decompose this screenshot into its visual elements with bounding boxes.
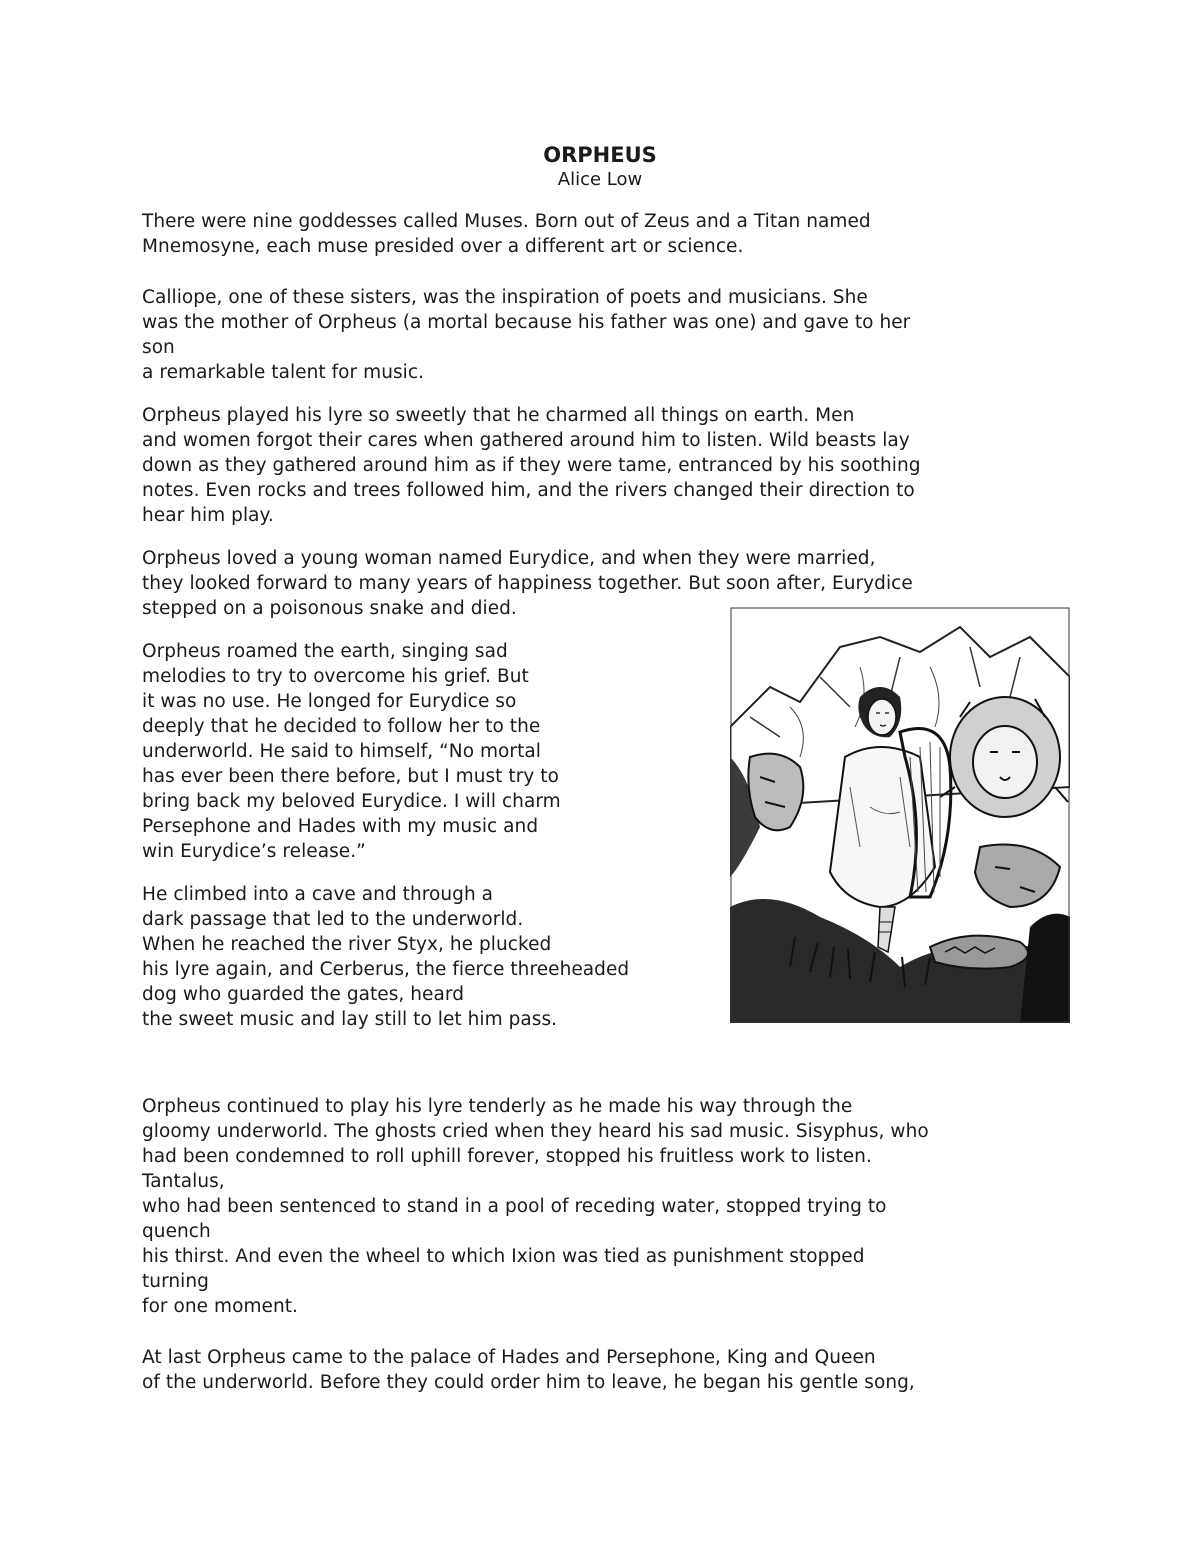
orpheus-illustration [730, 607, 1070, 1023]
text-line: it was no use. He longed for Eurydice so [142, 691, 517, 712]
text-line: win Eurydice’s release.” [142, 841, 366, 862]
text-line: Mnemosyne, each muse presided over a different art or science. [142, 236, 744, 257]
text-line: Orpheus loved a young woman named Eurydice, and when they were married, [142, 548, 876, 569]
text-line: dark passage that led to the underworld. [142, 909, 524, 930]
text-line: When he reached the river Styx, he plucked [142, 934, 552, 955]
text-line: He climbed into a cave and through a [142, 884, 494, 905]
text-line: Calliope, one of these sisters, was the inspiration of poets and musicians. She [142, 287, 868, 308]
text-line: Orpheus roamed the earth, singing sad [142, 641, 508, 662]
document-author: Alice Low [557, 169, 643, 190]
text-line: deeply that he decided to follow her to the [142, 716, 541, 737]
text-line: There were nine goddesses called Muses. Born out of Zeus and a Titan named [142, 211, 871, 232]
text-line: dog who guarded the gates, heard [142, 984, 464, 1005]
text-line: of the underworld. Before they could order him to leave, he began his gentle song, [142, 1372, 915, 1393]
text-line: had been condemned to roll uphill forever, stopped his fruitless work to listen. [142, 1146, 872, 1167]
text-line: his lyre again, and Cerberus, the fierce threeheaded [142, 959, 630, 980]
text-line: has ever been there before, but I must try to [142, 766, 559, 787]
text-line: son [142, 337, 175, 358]
text-line: gloomy underworld. The ghosts cried when they heard his sad music. Sisyphus, who [142, 1121, 929, 1142]
text-line: underworld. He said to himself, “No mortal [142, 741, 541, 762]
text-line: and women forgot their cares when gathered around him to listen. Wild beasts lay [142, 430, 910, 451]
text-line: turning [142, 1271, 209, 1292]
text-line: notes. Even rocks and trees followed him, and the rivers changed their direction to [142, 480, 915, 501]
text-line: down as they gathered around him as if they were tame, entranced by his soothing [142, 455, 921, 476]
text-line: Orpheus played his lyre so sweetly that he charmed all things on earth. Men [142, 405, 855, 426]
text-line: the sweet music and lay still to let him pass. [142, 1009, 558, 1030]
document-title: ORPHEUS [543, 143, 657, 167]
text-line: quench [142, 1221, 211, 1242]
text-line: Persephone and Hades with my music and [142, 816, 539, 837]
text-line: bring back my beloved Eurydice. I will charm [142, 791, 561, 812]
text-line: was the mother of Orpheus (a mortal because his father was one) and gave to her [142, 312, 911, 333]
text-line: Orpheus continued to play his lyre tenderly as he made his way through the [142, 1096, 853, 1117]
text-line: they looked forward to many years of happiness together. But soon after, Eurydice [142, 573, 913, 594]
text-line: Tantalus, [142, 1171, 225, 1192]
text-line: hear him play. [142, 505, 274, 526]
text-line: his thirst. And even the wheel to which Ixion was tied as punishment stopped [142, 1246, 865, 1267]
text-line: for one moment. [142, 1296, 298, 1317]
text-line: who had been sentenced to stand in a pool of receding water, stopped trying to [142, 1196, 887, 1217]
text-line: melodies to try to overcome his grief. But [142, 666, 529, 687]
text-line: At last Orpheus came to the palace of Hades and Persephone, King and Queen [142, 1347, 876, 1368]
text-line: a remarkable talent for music. [142, 362, 424, 383]
text-line: stepped on a poisonous snake and died. [142, 598, 517, 619]
